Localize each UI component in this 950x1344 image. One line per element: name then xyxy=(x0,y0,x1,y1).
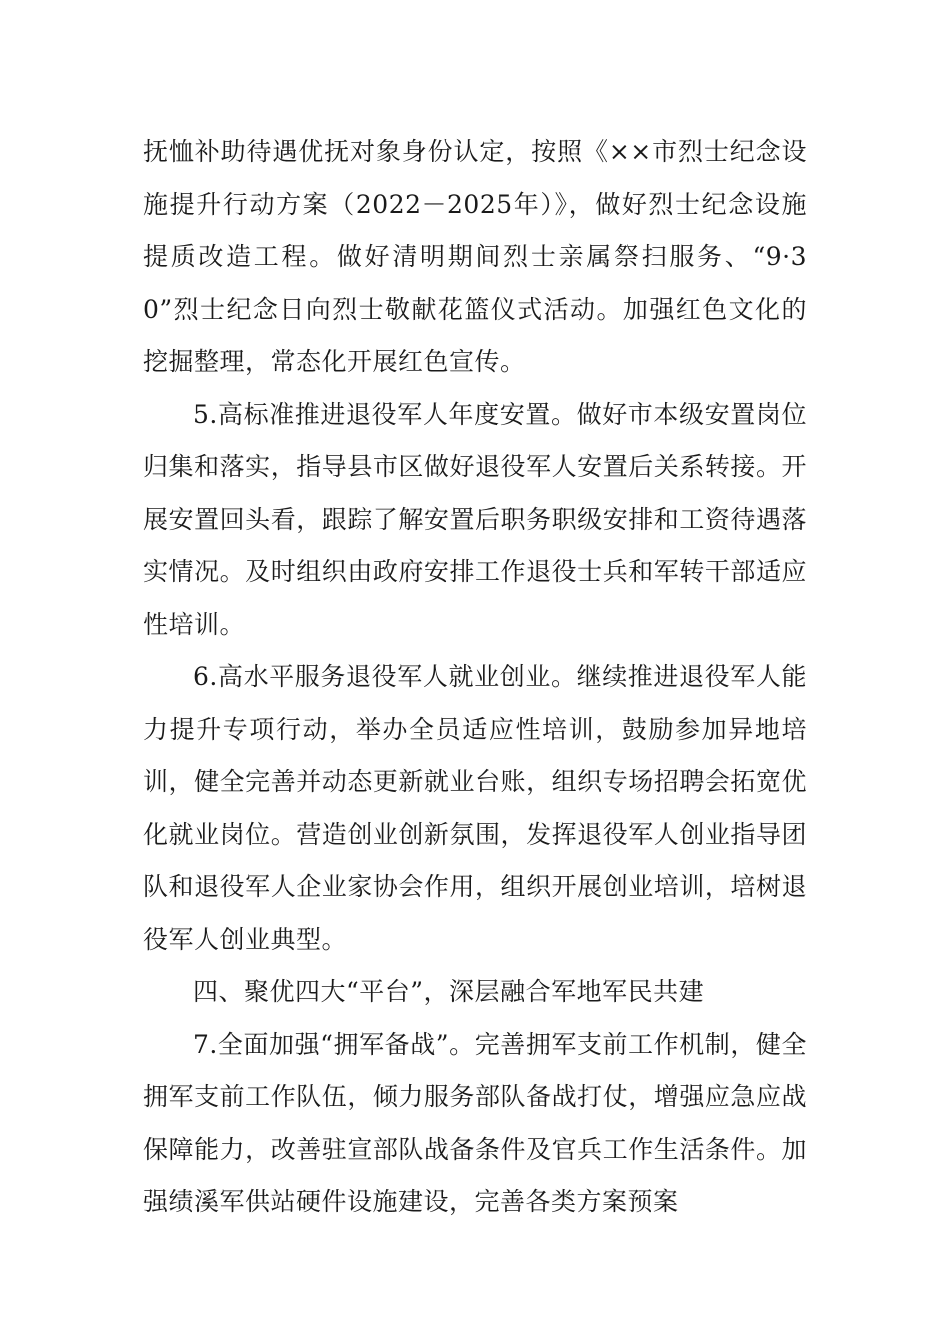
paragraph-item-5: 5.高标准推进退役军人年度安置。做好市本级安置岗位归集和落实，指导县市区做好退役军人安置后关系转接。开展安置回头看，跟踪了解安置后职务职级安排和工资待遇落实情况。及时组织由政府安排工作退役士兵和军转干部适应性培训。 xyxy=(143,399,807,639)
section-heading-4: 四、聚优四大“平台”，深层融合军地军民共建 xyxy=(193,977,705,1006)
paragraph-item-6: 6.高水平服务退役军人就业创业。继续推进退役军人能力提升专项行动，举办全员适应性培训，鼓励参加异地培训，健全完善并动态更新就业台账，组织专场招聘会拓宽优化就业岗位。营造创业创新氛围，发挥退役军人创业指导团队和退役军人企业家协会作用，组织开展创业培训，培树退役军人创业典型。 xyxy=(143,662,807,954)
paragraph-continued: 抚恤补助待遇优抚对象身份认定，按照《××市烈士纪念设施提升行动方案（2022－2025年）》，做好烈士纪念设施提质改造工程。做好清明期间烈士亲属祭扫服务、“9·30”烈士纪念日向烈士敬献花篮仪式活动。加强红色文化的挖掘整理，常态化开展红色宣传。 xyxy=(143,137,807,376)
document-body xyxy=(143,126,807,1229)
paragraph-item-7: 7.全面加强“拥军备战”。完善拥军支前工作机制，健全拥军支前工作队伍，倾力服务部队备战打仗，增强应急应战保障能力，改善驻宣部队战备条件及官兵工作生活条件。加强绩溪军供站硬件设施建设，完善各类方案预案 xyxy=(143,1029,807,1216)
